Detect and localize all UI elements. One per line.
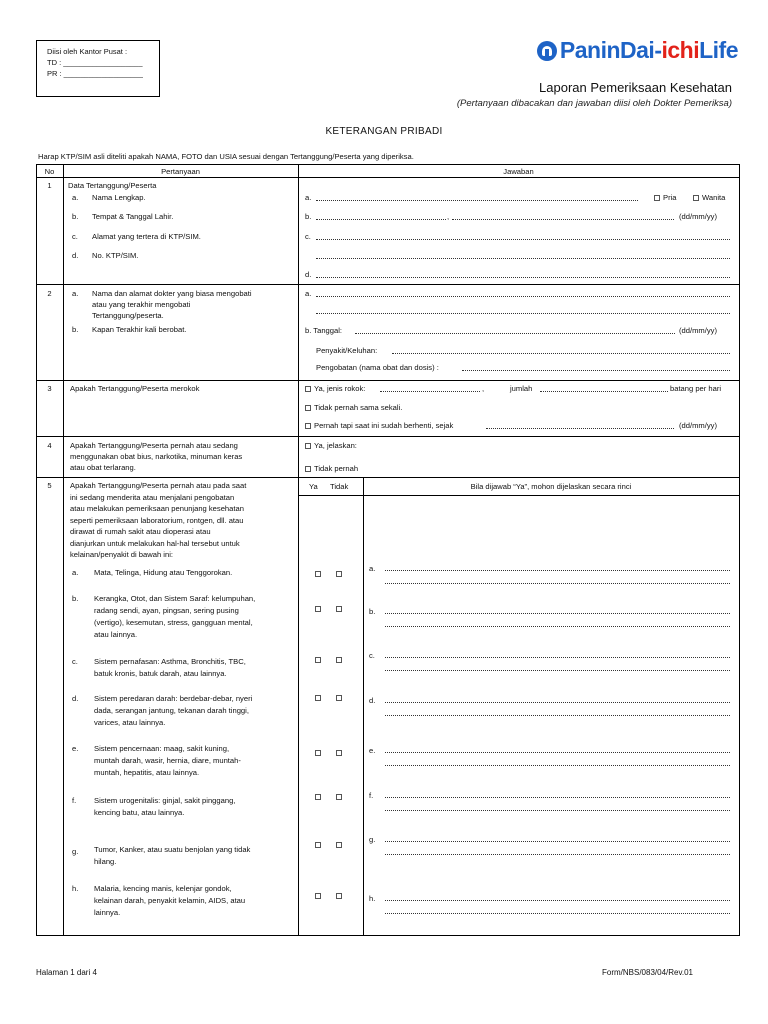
office-use-box: [36, 40, 160, 97]
q3-jenis-line[interactable]: [380, 391, 480, 392]
q2b-letter: b.: [72, 325, 79, 334]
q5f-text-2: kencing batu, atau lainnya.: [94, 808, 185, 817]
q5b-ya-tidak-checkboxes[interactable]: [315, 606, 342, 612]
q5f-text-1: Sistem urogenitalis: ginjal, sakit pinggang,: [94, 796, 236, 805]
checkbox-tidak-icon: [336, 571, 342, 577]
office-use-label: Diisi oleh Kantor Pusat :: [47, 47, 128, 56]
q5c-detail-line-2[interactable]: [385, 670, 730, 671]
q5-intro-7: kelainan/penyakit di bawah ini:: [70, 550, 174, 559]
q2-penyakit-line[interactable]: [392, 353, 730, 354]
q1d-letter: d.: [72, 251, 79, 260]
page-number: Halaman 1 dari 4: [36, 968, 97, 977]
section-title: KETERANGAN PRIBADI: [325, 126, 443, 137]
q5d-text-3: varices, atau lainnya.: [94, 718, 166, 727]
q5c-text-1: Sistem pernafasan: Asthma, Bronchitis, TBC,: [94, 657, 246, 666]
q5g-detail-line-2[interactable]: [385, 854, 730, 855]
td-field[interactable]: TD : ___________________: [47, 58, 143, 67]
q1a-text: Nama Lengkap.: [92, 193, 146, 202]
q5a-text: Mata, Telinga, Hidung atau Tenggorokan.: [94, 568, 233, 577]
q1a-answer-letter: a.: [305, 193, 312, 202]
checkbox-icon: [305, 423, 311, 429]
q2-number: 2: [47, 289, 52, 298]
checkbox-icon: [693, 195, 699, 201]
q3-unit-label: batang per hari: [670, 384, 722, 393]
q2-pengobatan-line[interactable]: [462, 370, 730, 371]
q5e-detail-line[interactable]: [385, 752, 730, 753]
q4-number: 4: [47, 441, 52, 450]
q4-option-ya[interactable]: Ya, jelaskan:: [305, 440, 357, 451]
checkbox-icon: [654, 195, 660, 201]
q5d-text-1: Sistem peredaran darah: berdebar-debar, nyeri: [94, 694, 253, 703]
q5a-detail-line-2[interactable]: [385, 583, 730, 584]
q5b-letter: b.: [72, 594, 79, 603]
q5-intro-1: Apakah Tertanggung/Peserta pernah atau pada saat: [70, 481, 247, 490]
q5h-text-2: kelainan darah, penyakit kelamin, AIDS, atau: [94, 896, 246, 905]
q1d-text: No. KTP/SIM.: [92, 251, 139, 260]
q2b-text: Kapan Terakhir kali berobat.: [92, 325, 187, 334]
checkbox-ya-icon: [315, 571, 321, 577]
q1d-answer-letter: d.: [305, 270, 312, 279]
document-title: Laporan Pemeriksaan Kesehatan: [539, 80, 732, 95]
q5g-letter: g.: [72, 847, 79, 856]
col-header-question: Pertanyaan: [161, 167, 200, 176]
checkbox-ya-icon: [315, 794, 321, 800]
q1c-text: Alamat yang tertera di KTP/SIM.: [92, 232, 201, 241]
q5b-text-2: radang sendi, ayan, pingsan, sering pusing: [94, 606, 239, 615]
q5h-detail-line[interactable]: [385, 900, 730, 901]
col-tidak-header: Tidak: [330, 482, 349, 491]
q3-option-tidak[interactable]: Tidak pernah sama sekali.: [305, 402, 402, 413]
q2a-answer-line[interactable]: [316, 296, 730, 297]
q5-intro-2: ini sedang menderita atau menjalani pengobatan: [70, 492, 235, 502]
comma: ,: [447, 212, 450, 221]
checkbox-ya-icon: [315, 893, 321, 899]
q5e-ya-tidak-checkboxes[interactable]: [315, 750, 342, 756]
q5b-text-1: Kerangka, Otot, dan Sistem Saraf: kelumpuhan,: [94, 594, 256, 603]
q4-option-tidak[interactable]: Tidak pernah: [305, 463, 358, 474]
q5f-answer-letter: f.: [369, 791, 374, 800]
q5c-ya-tidak-checkboxes[interactable]: [315, 657, 342, 663]
q5h-letter: h.: [72, 884, 79, 893]
q4-text-3: atau obat terlarang.: [70, 463, 136, 472]
q5e-text-3: muntah, hepatitis, atau lainnya.: [94, 768, 200, 777]
q5h-text-1: Malaria, kencing manis, kelenjar gondok,: [94, 884, 232, 893]
checkbox-ya-icon: [315, 606, 321, 612]
company-logo: [537, 37, 738, 64]
checkbox-tidak-icon: [336, 842, 342, 848]
q1d-answer-line[interactable]: [316, 277, 730, 278]
q5g-text-1: Tumor, Kanker, atau suatu benjolan yang tidak: [94, 845, 251, 854]
q3-option-berhenti[interactable]: Pernah tapi saat ini sudah berhenti, sejak: [305, 420, 453, 431]
q5f-letter: f.: [72, 796, 77, 805]
q2a-text-1: Nama dan alamat dokter yang biasa mengobati: [92, 289, 252, 298]
q5a-answer-letter: a.: [369, 564, 376, 573]
q5d-text-2: dada, serangan jantung, tekanan darah tinggi,: [94, 706, 249, 715]
q5f-ya-tidak-checkboxes[interactable]: [315, 794, 342, 800]
q1b-letter: b.: [72, 212, 79, 221]
col-detail-header: Bila dijawab “Ya”, mohon dijelaskan secara rinci: [470, 482, 632, 491]
date-format-label: (dd/mm/yy): [679, 421, 717, 430]
checkbox-tidak-icon: [336, 794, 342, 800]
q5-intro-5: dirawat di rumah sakit atau dioperasi atau: [70, 527, 211, 536]
col-ya-header: Ya: [309, 482, 318, 491]
q5e-text-2: muntah darah, wasir, hernia, diare, muntah-: [94, 756, 241, 765]
q5-intro-3: atau melakukan pemeriksaan penunjang kesehatan: [70, 504, 244, 513]
q5-intro-6: dianjurkan untuk melakukan hal-hal tersebut untuk: [70, 538, 240, 548]
logo-wordmark: PaninDai-ichiLife: [559, 37, 738, 63]
col-header-answer: Jawaban: [503, 167, 534, 176]
form-code: Form/NBS/083/04/Rev.01: [602, 968, 694, 977]
instruction-text: Harap KTP/SIM asli diteliti apakah NAMA, FOTO dan USIA sesuai dengan Tertanggung/Peserta yang diperiksa.: [38, 152, 414, 161]
checkbox-icon: [305, 386, 311, 392]
q4-text-1: Apakah Tertanggung/Peserta pernah atau sedang: [70, 441, 238, 450]
checkbox-icon: [305, 443, 311, 449]
q1c-answer-line[interactable]: [316, 239, 730, 240]
q5d-detail-line[interactable]: [385, 702, 730, 703]
q3-number: 3: [47, 384, 52, 393]
q5d-detail-line-2[interactable]: [385, 715, 730, 716]
q1a-letter: a.: [72, 193, 79, 202]
q5b-text-3: (vertigo), kesemutan, stress, gangguan mental,: [94, 618, 253, 627]
checkbox-ya-icon: [315, 842, 321, 848]
q2a-text-2: atau yang terakhir mengobati: [92, 300, 191, 309]
pr-field[interactable]: PR : ___________________: [47, 69, 143, 78]
q5c-detail-line[interactable]: [385, 657, 730, 658]
document-subtitle: (Pertanyaan dibacakan dan jawaban diisi oleh Dokter Pemeriksa): [456, 98, 732, 109]
q5e-detail-line-2[interactable]: [385, 765, 730, 766]
date-format-label: (dd/mm/yy): [679, 326, 717, 335]
q5g-detail-line[interactable]: [385, 841, 730, 842]
checkbox-ya-icon: [315, 695, 321, 701]
q2a-answer-line-2[interactable]: [316, 313, 730, 314]
checkbox-ya-icon: [315, 750, 321, 756]
q5g-ya-tidak-checkboxes[interactable]: [315, 842, 342, 848]
q5b-answer-letter: b.: [369, 607, 376, 616]
q5e-letter: e.: [72, 744, 79, 753]
gender-pria-option[interactable]: Pria: [654, 192, 677, 203]
date-format-label: (dd/mm/yy): [679, 212, 717, 221]
q3-option-ya[interactable]: Ya, jenis rokok:: [305, 383, 365, 394]
q5-number: 5: [47, 481, 52, 490]
q1c-answer-line-2[interactable]: [316, 258, 730, 259]
q5a-ya-tidak-checkboxes[interactable]: [315, 571, 342, 577]
q1b-place-line[interactable]: [316, 219, 446, 220]
q5e-answer-letter: e.: [369, 746, 376, 755]
checkbox-tidak-icon: [336, 695, 342, 701]
q5a-letter: a.: [72, 568, 79, 577]
gender-wanita-option[interactable]: Wanita: [693, 192, 725, 203]
checkbox-icon: [305, 405, 311, 411]
q5h-detail-line-2[interactable]: [385, 913, 730, 914]
q1c-letter: c.: [72, 232, 78, 241]
q5c-text-2: batuk kronis, batuk darah, atau lainnya.: [94, 669, 227, 678]
q1c-answer-letter: c.: [305, 232, 311, 241]
q5d-letter: d.: [72, 694, 79, 703]
checkbox-tidak-icon: [336, 750, 342, 756]
q4-text-2: menggunakan obat bius, narkotika, minuman keras: [70, 452, 243, 461]
q5d-ya-tidak-checkboxes[interactable]: [315, 695, 342, 701]
q5b-detail-line[interactable]: [385, 613, 730, 614]
q3-jumlah-label: jumlah: [510, 384, 533, 393]
q5d-answer-letter: d.: [369, 696, 376, 705]
q5h-text-3: lainnya.: [94, 908, 121, 917]
checkbox-tidak-icon: [336, 893, 342, 899]
q2a-letter: a.: [72, 289, 79, 298]
q1a-answer-line[interactable]: [316, 200, 638, 201]
checkbox-ya-icon: [315, 657, 321, 663]
q1b-date-line[interactable]: [452, 219, 674, 220]
checkbox-tidak-icon: [336, 657, 342, 663]
q2b-date-line[interactable]: [355, 333, 675, 334]
q5h-ya-tidak-checkboxes[interactable]: [315, 893, 342, 899]
checkbox-icon: [305, 466, 311, 472]
q1-number: 1: [47, 181, 52, 190]
q5f-detail-line-2[interactable]: [385, 810, 730, 811]
q5f-detail-line[interactable]: [385, 797, 730, 798]
q3-sejak-line[interactable]: [486, 428, 674, 429]
q5g-text-2: hilang.: [94, 857, 117, 866]
q1b-text: Tempat & Tanggal Lahir.: [92, 212, 174, 221]
q2a-text-3: Tertanggung/peserta.: [92, 311, 164, 320]
q3-text: Apakah Tertanggung/Peserta merokok: [70, 384, 200, 393]
q5c-letter: c.: [72, 657, 78, 666]
q5b-text-4: atau lainnya.: [94, 630, 138, 639]
q2-pengobatan-label: Pengobatan (nama obat dan dosis) :: [316, 363, 439, 372]
panin-logo-icon: [537, 41, 557, 61]
q5a-detail-line[interactable]: [385, 570, 730, 571]
q2-penyakit-label: Penyakit/Keluhan:: [316, 346, 378, 355]
col-header-no: No: [44, 167, 55, 176]
q5c-answer-letter: c.: [369, 651, 375, 660]
q2b-date-label: b. Tanggal:: [305, 326, 343, 335]
q5g-answer-letter: g.: [369, 835, 376, 844]
q2a-answer-letter: a.: [305, 289, 312, 298]
checkbox-tidak-icon: [336, 606, 342, 612]
q5e-text-1: Sistem pencernaan: maag, sakit kuning,: [94, 744, 230, 753]
q3-jumlah-line[interactable]: [540, 391, 668, 392]
comma: ,: [482, 384, 485, 393]
q1b-answer-letter: b.: [305, 212, 312, 221]
q5b-detail-line-2[interactable]: [385, 626, 730, 627]
q5h-answer-letter: h.: [369, 894, 376, 903]
q5-intro-4: seperti pemeriksaan laboratorium, rontgen, dll. atau: [70, 515, 244, 525]
q1-title: Data Tertanggung/Peserta: [68, 181, 157, 190]
